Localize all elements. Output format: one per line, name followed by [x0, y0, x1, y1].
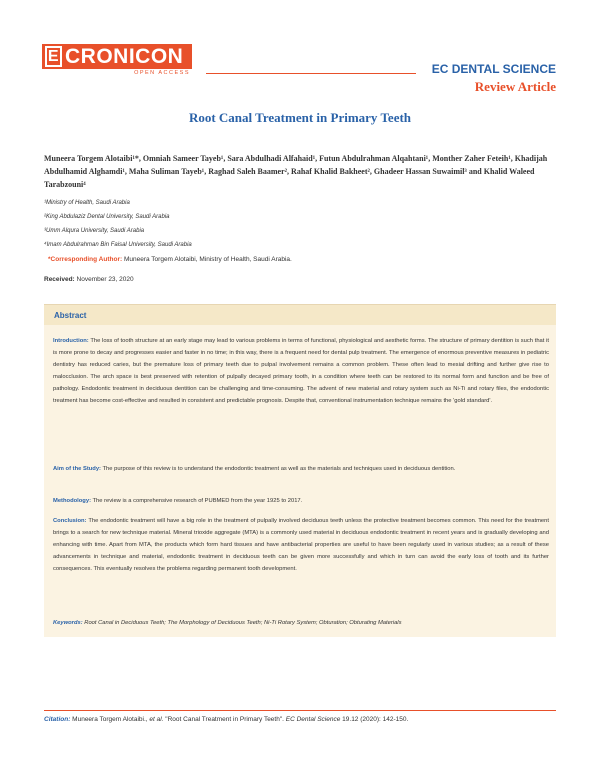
- aim-text: The purpose of this review is to understand the endodontic treatment as well as the materials and techniques used in deciduous dentition.: [102, 466, 456, 472]
- corresponding-text: Muneera Torgem Alotaibi, Ministry of Health, Saudi Arabia.: [123, 256, 292, 263]
- affiliation-item: ²King Abdulaziz Dental University, Saudi Arabia: [44, 214, 170, 220]
- introduction-label: Introduction:: [53, 338, 89, 344]
- citation-journal: EC Dental Science: [285, 716, 341, 723]
- methodology-text: The review is a comprehensive research of PUBMED from the year 1925 to 2017.: [92, 498, 303, 504]
- journal-name: EC DENTAL SCIENCE: [431, 62, 556, 76]
- logo-letter: E: [45, 46, 62, 67]
- abstract-keywords: [53, 617, 549, 629]
- citation-label: Citation:: [44, 716, 71, 723]
- conclusion-label: Conclusion:: [53, 518, 87, 524]
- keywords-label: Keywords:: [53, 620, 83, 626]
- article-type: Review Article: [474, 79, 556, 94]
- affiliation-item: ³Umm Alqura University, Saudi Arabia: [44, 228, 145, 234]
- corresponding-author: [48, 256, 556, 263]
- received-value: November 23, 2020: [76, 276, 134, 283]
- abstract-heading: Abstract: [44, 305, 556, 325]
- footer-divider: [44, 710, 556, 711]
- logo-text: CRONICON: [65, 45, 184, 68]
- keywords-text: Root Canal in Deciduous Teeth; The Morphology of Deciduous Teeth; Ni-Ti Rotary System; Obturation; Obturating Materials: [84, 620, 402, 626]
- abstract-conclusion: [53, 515, 549, 575]
- abstract-methodology: [53, 495, 549, 507]
- conclusion-text: The endodontic treatment will have a big role in the treatment of pulpally involved deciduous teeth unless the protective treatment becomes common. This need for the treatment brings to a search for new technique material. Mineral trioxide aggregate (MTA) is a commonly used material in deciduous endodontic treatment in recent years and is gradually developing and enhancing with time. Apart from MTA, the products which form hard tissues and have antibacterial properties are useful to have been regularly used in various studies; as a result of these advancements in technique and material, endodontic treatment in deciduous teeth can be given more successfully and which in turn can avoid the early loss of tooth and its further consequences. This eventually resolves the problems regarding permanent tooth development.: [53, 518, 549, 572]
- citation-title: "Root Canal Treatment in Primary Teeth".: [165, 716, 284, 723]
- methodology-label: Methodology:: [53, 498, 91, 504]
- affiliation-item: ⁴Imam Abdulrahman Bin Faisal University, Saudi Arabia: [44, 242, 192, 248]
- abstract-box: [44, 304, 556, 637]
- paper-title: Root Canal Treatment in Primary Teeth: [188, 110, 412, 125]
- abstract-introduction: [53, 335, 549, 407]
- citation-authors: Muneera Torgem Alotaibi.,: [72, 716, 148, 723]
- citation-details: 19.12 (2020): 142-150.: [342, 716, 409, 723]
- header-divider: [206, 73, 416, 74]
- citation: [44, 716, 564, 723]
- affiliation-item: ¹Ministry of Health, Saudi Arabia: [44, 200, 130, 206]
- affiliation-list: [44, 196, 556, 252]
- logo-banner: [42, 44, 192, 69]
- introduction-text: The loss of tooth structure at an early stage may lead to various problems in terms of functional, physiological and aesthetic forms. The structure of primary dentition is such that it is more prone to decay and progresses easier and faster in no time; in this way, there is a frequent need for dental pulp treatment. The emergence of enormous preventive measures in pediatric dentistry has reduced caries, but the premature loss of primary teeth due to pulpal involvement remains a common problem. These often lead to mesial drifting and further give rise to malocclusion. The arch space is best preserved with retention of pulpally decayed primary tooth, in a condition where teeth can be restored to its normal form and function and be free of pathology. Endodontic treatment in deciduous dentition can be challenging and time-consuming. The advent of new material and rotary system such as Ni-Ti and rotary files, the endodontic treatment has become cost-effective and resulted in consistent and predictable prognosis. Despite that, conventional instrumentation technique remains the 'gold standard'.: [53, 338, 549, 404]
- received-label: Received:: [44, 276, 75, 283]
- aim-label: Aim of the Study:: [53, 466, 101, 472]
- abstract-aim: [53, 463, 549, 475]
- received-date: [44, 276, 134, 283]
- corresponding-label: *Corresponding Author:: [48, 256, 123, 263]
- citation-etal: et al.: [149, 716, 164, 723]
- logo-subtitle: OPEN ACCESS: [134, 70, 190, 76]
- author-list: Muneera Torgem Alotaibi¹*, Omniah Sameer Tayeb¹, Sara Abdulhadi Alfahaid¹, Futun Abdulrahman Alqahtani¹, Monther Zaher Feteih¹, Khadijah Abdulhamid Alghamdi¹, Maha Suliman Tayeb¹, Raghad Saleh Baamer², Rahaf Khalid Bakheet², Ghadeer Hassan Suwaimil³ and Khalid Waleed Tarabzouni⁴: [44, 154, 548, 189]
- cronicon-logo: [42, 44, 192, 78]
